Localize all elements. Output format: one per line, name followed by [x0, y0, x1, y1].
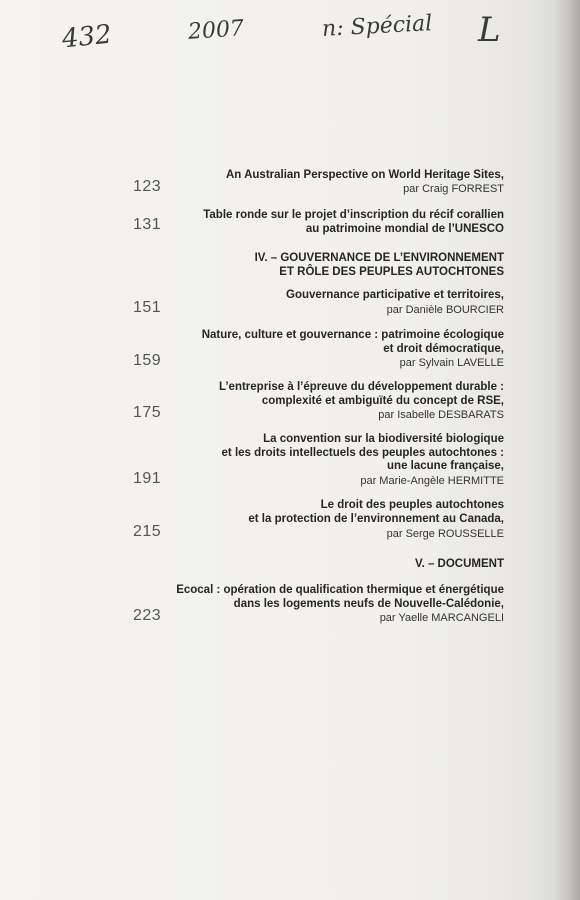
entry-page-number: 151 [133, 299, 162, 316]
entry-title: An Australian Perspective on World Heritage Sites, [226, 169, 504, 181]
entry-page-number: 191 [133, 470, 162, 487]
entry-author: par Sylvain LAVELLE [399, 357, 504, 369]
entry-page-number: 123 [133, 178, 162, 195]
spine-shadow [554, 0, 580, 900]
entry-author: par Craig FORREST [403, 183, 504, 195]
handwritten-year: 2007 [187, 16, 245, 45]
entry-title: L’entreprise à l’épreuve du développement durable : complexité et ambiguïté du concept de RSE, [218, 381, 504, 407]
entry-title: La convention sur la biodiversité biologique et les droits intellectuels des peuples autochtones : une lacune française, [221, 433, 504, 472]
entry-page-number: 223 [133, 607, 162, 624]
handwritten-mark: L [478, 10, 501, 50]
entry-title: Le droit des peuples autochtones et la protection de l’environnement au Canada, [248, 499, 504, 525]
entry-author: par Yaelle MARCANGELI [379, 612, 504, 624]
handwritten-page-number: 432 [60, 19, 114, 55]
entry-title: Ecocal : opération de qualification thermique et énergétique dans les logements neufs de Nouvelle-Calédonie, [176, 584, 504, 610]
entry-page-number: 159 [133, 352, 162, 369]
entry-title: Nature, culture et gouvernance : patrimoine écologique et droit démocratique, [201, 329, 504, 355]
entry-page-number: 175 [133, 404, 162, 421]
entry-author: par Serge ROUSSELLE [386, 528, 504, 540]
entry-author: par Danièle BOURCIER [386, 304, 504, 316]
section-heading: IV. – GOUVERNANCE DE L’ENVIRONNEMENT ET RÔLE DES PEUPLES AUTOCHTONES [254, 252, 504, 278]
entry-author: par Marie-Angèle HERMITTE [360, 475, 504, 487]
handwritten-note: n: Spécial [321, 11, 433, 42]
entry-page-number: 131 [133, 216, 162, 233]
section-heading: V. – DOCUMENT [414, 558, 504, 570]
entry-title: Table ronde sur le projet d’inscription du récif corallien au patrimoine mondial de l’UNESCO [203, 209, 504, 235]
entry-page-number: 215 [133, 523, 162, 540]
entry-author: par Isabelle DESBARATS [378, 409, 504, 421]
entry-title: Gouvernance participative et territoires, [286, 289, 504, 301]
